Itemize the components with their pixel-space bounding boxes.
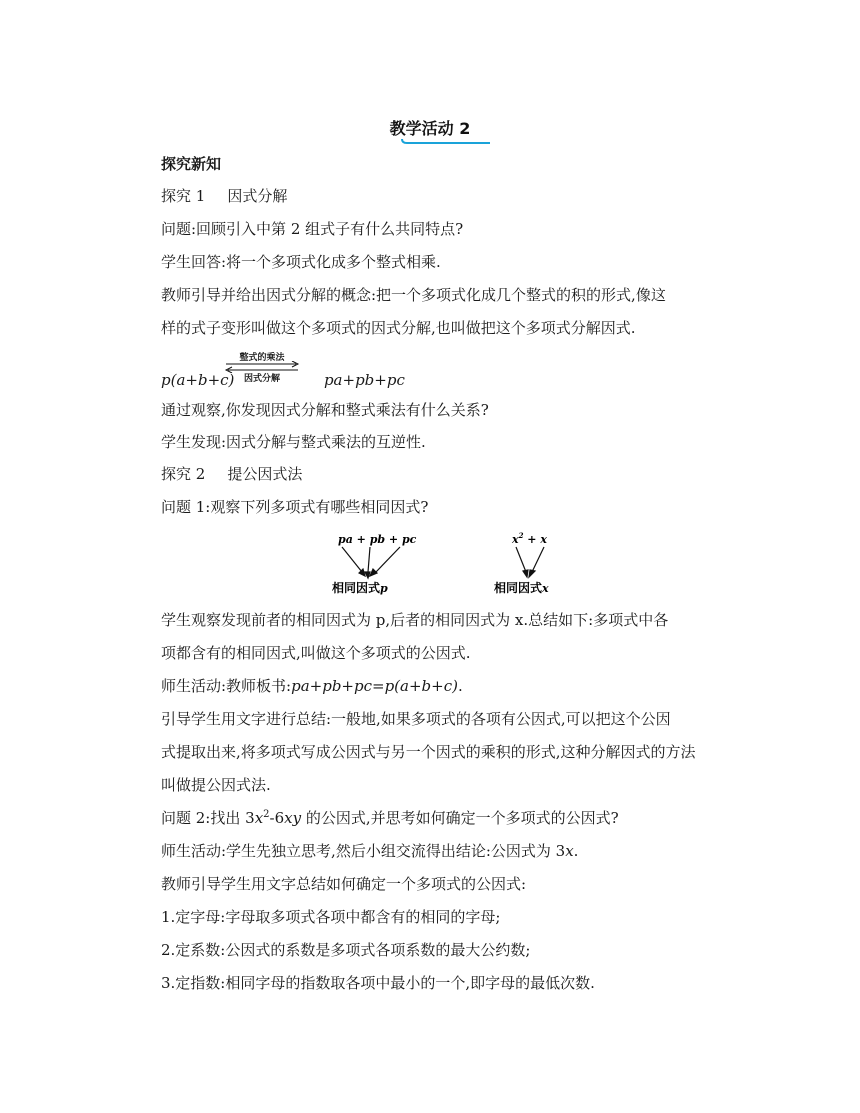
q3-xy: xy xyxy=(284,809,302,827)
q3-mid: -6 xyxy=(269,809,285,827)
activity-text: 师生活动:学生先独立思考,然后小组交流得出结论:公因式为 3 xyxy=(161,842,566,860)
right-arrows xyxy=(516,547,544,577)
board-prefix: 师生活动:教师板书: xyxy=(161,677,292,695)
explore-2-number: 探究 2 xyxy=(161,465,206,483)
right-expression: $x^2 + x$ xyxy=(512,532,547,546)
q3-exponent: 2 xyxy=(263,809,270,820)
explore-2-name: 提公因式法 xyxy=(227,465,303,483)
activity-end: . xyxy=(573,842,579,860)
question-3 xyxy=(161,808,619,828)
left-expression: pa + pb + pc xyxy=(338,533,417,546)
activity-heading: 教学活动 2 xyxy=(389,119,471,138)
left-factor-label: 相同因式p xyxy=(332,581,388,595)
concept-line-1: 教师引导并给出因式分解的概念:把一个多项式化成几个整式的积的形式,像这 xyxy=(161,286,666,304)
guide-line-1: 引导学生用文字进行总结:一般地,如果多项式的各项有公因式,可以把这个公因 xyxy=(161,710,671,728)
rule-2: 2.定系数:公因式的系数是多项式各项系数的最大公约数; xyxy=(161,941,531,959)
question-2: 问题 1:观察下列多项式有哪些相同因式? xyxy=(161,498,429,516)
activity-conclusion xyxy=(161,841,578,861)
explore-1-number: 探究 1 xyxy=(161,187,206,205)
section-title: 探究新知 xyxy=(161,155,222,173)
question-1: 问题:回顾引入中第 2 组式子有什么共同特点? xyxy=(161,220,464,238)
explore-1-title xyxy=(161,186,287,206)
guide-line-3: 叫做提公因式法. xyxy=(161,776,271,794)
guide-line-2: 式提取出来,将多项式写成公因式与另一个因式的乘积的形式,这种分解因式的方法 xyxy=(161,743,696,761)
multiplication-label: 整式的乘法 xyxy=(239,353,285,363)
relation-arrows xyxy=(224,350,300,384)
relation-right: pa+pb+pc xyxy=(323,371,405,389)
student-discovery: 学生发现:因式分解与整式乘法的互逆性. xyxy=(161,433,426,451)
board-formula: pa+pb+pc=p(a+b+c) xyxy=(291,677,458,695)
board-writing xyxy=(161,676,463,696)
summary-intro: 教师引导学生用文字总结如何确定一个多项式的公因式: xyxy=(161,875,527,893)
q3-prefix: 问题 2:找出 3 xyxy=(161,809,255,827)
explore-2-title xyxy=(161,464,302,484)
observation-line-1: 学生观察发现前者的相同因式为 p,后者的相同因式为 x.总结如下:多项式中各 xyxy=(161,611,669,629)
relation-left: p(a+b+c) xyxy=(161,371,235,389)
student-answer: 学生回答:将一个多项式化成多个整式相乘. xyxy=(161,253,441,271)
board-suffix: . xyxy=(457,677,463,695)
rule-1: 1.定字母:字母取多项式各项中都含有的相同的字母; xyxy=(161,908,501,926)
right-factor-label: 相同因式x xyxy=(494,581,549,595)
factorization-label: 因式分解 xyxy=(243,374,280,384)
observe-question: 通过观察,你发现因式分解和整式乘法有什么关系? xyxy=(161,401,489,419)
rule-3: 3.定指数:相同字母的指数取各项中最小的一个,即字母的最低次数. xyxy=(161,974,595,992)
heading-underline xyxy=(401,138,491,144)
observation-line-2: 项都含有的相同因式,叫做这个多项式的公因式. xyxy=(161,644,471,662)
concept-line-2: 样的式子变形叫做这个多项式的因式分解,也叫做把这个多项式分解因式. xyxy=(161,319,636,337)
explore-1-name: 因式分解 xyxy=(227,187,288,205)
left-arrows xyxy=(342,547,400,578)
activity-var: x xyxy=(565,842,574,860)
common-factor-diagram xyxy=(330,532,590,598)
q3-suffix: 的公因式,并思考如何确定一个多项式的公因式? xyxy=(301,809,619,827)
q3-x: x xyxy=(254,809,264,827)
